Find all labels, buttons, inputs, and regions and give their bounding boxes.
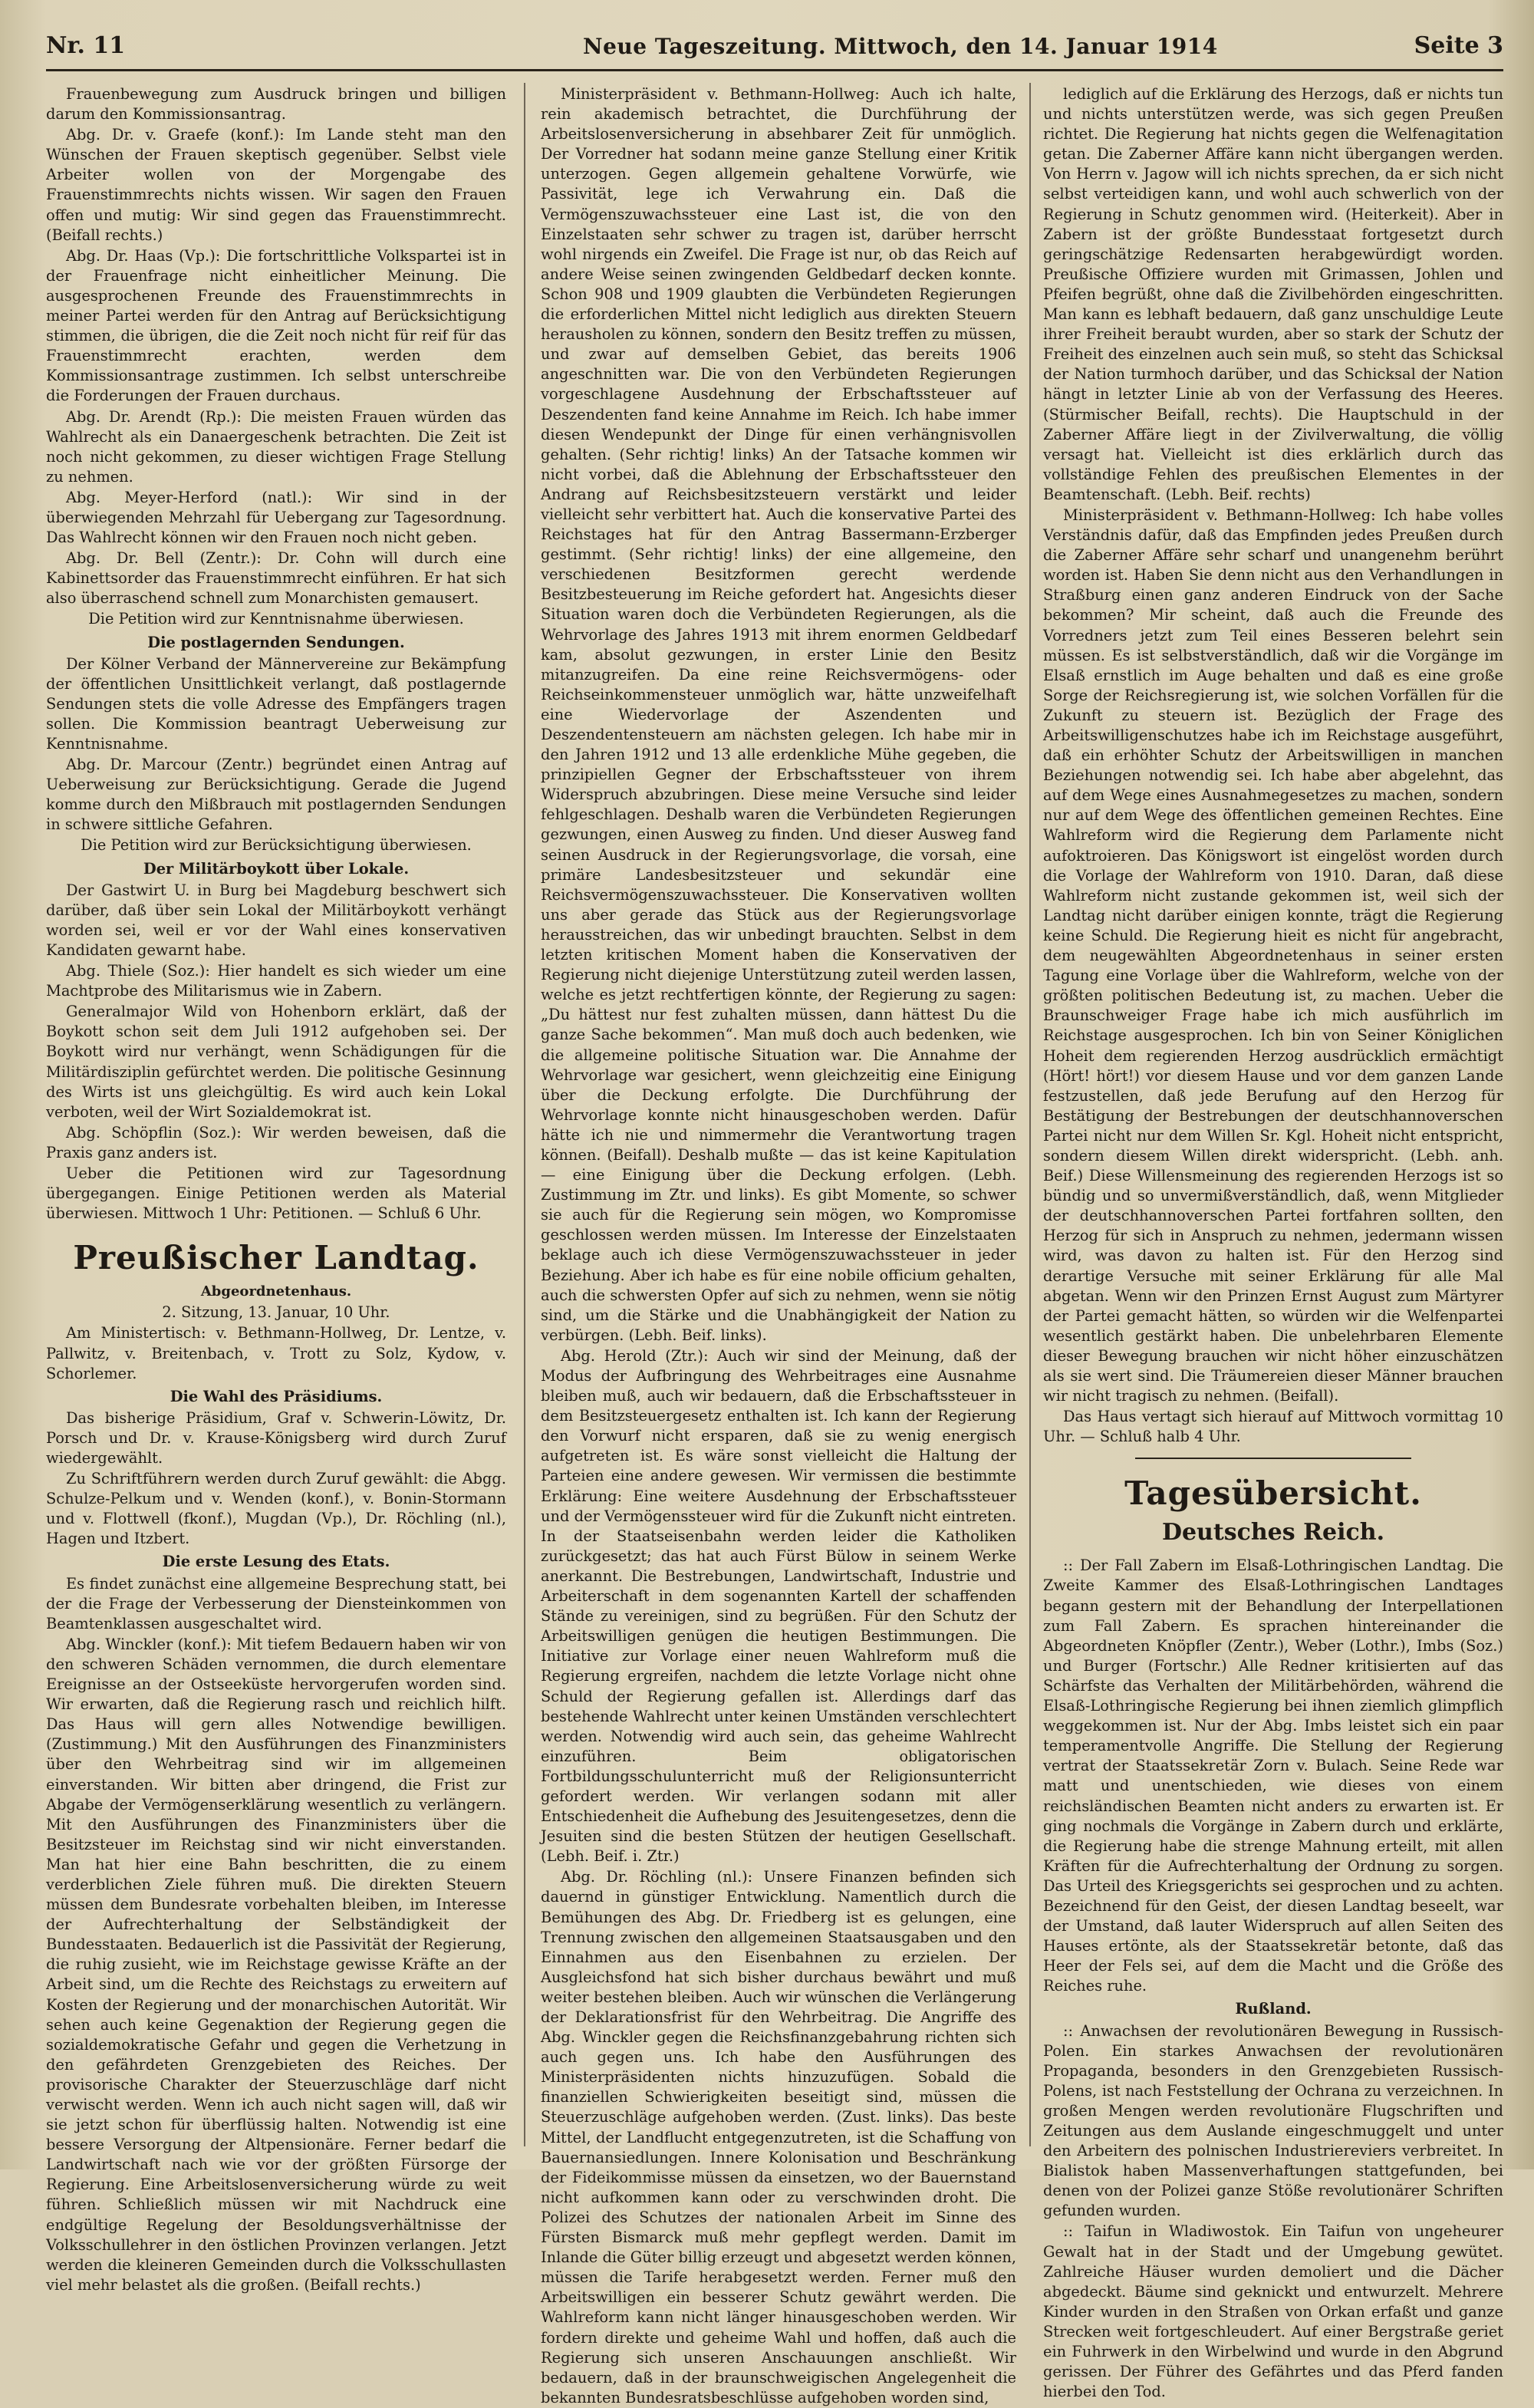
column-rule bbox=[524, 83, 525, 2146]
paragraph: Abg. Herold (Ztr.): Auch wir sind der Meinung, daß der Modus der Aufbringung des Wehrbeitrages eine Ausnahme bleiben muß, auch wir bedauern, daß die Erbschaftssteuer in dem Besitzsteuergesetz enthalten ist. Ich kann der Regierung den Vorwurf nicht ersparen, daß sie zu wenig energisch aufgetreten ist. Es wäre sonst vielleicht die Haltung der Parteien eine andere gewesen. Wir vermissen die bestimmte Erklärung: Eine weitere Ausdehnung der Erbschaftssteuer und der Vermögenssteuer wird für die Zukunft nicht eintreten. In der Staatseisenbahn werden leider die Katholiken zurückgesetzt; das hat auch Fürst Bülow in seinem Werke anerkannt. Die Bestrebungen, Landwirtschaft, Industrie und Arbeiterschaft in dem sogenannten Kartell der schaffenden Stände zu vereinigen, sind zu begrüßen. Für den Schutz der Arbeitswilligen genügen die heutigen Bestimmungen. Die Initiative zur Vorlage einer neuen Wahlreform muß die Regierung ergreifen, nachdem die letzte Vorlage nicht ohne Schuld der Regierung gefallen ist. Allerdings darf das bestehende Wahlrecht unter keinen Umständen verschlechtert werden. Notwendig wird auch sein, das geheime Wahlrecht einzuführen. Beim obligatorischen Fortbildungsschulunterricht muß der Religionsunterricht gefordert werden. Wir verlangen sodann mit aller Entschiedenheit die Aufhebung des Jesuitengesetzes, denn die Jesuiten sind die besten Stützen der heutigen Gesellschaft. (Lebh. Beif. i. Ztr.) bbox=[541, 1346, 1016, 1866]
paragraph: Abg. Dr. Bell (Zentr.): Dr. Cohn will durch eine Kabinettsorder das Frauenstimmrecht einführen. Er hat sich also überraschend schnell zum Monarchisten gemausert. bbox=[46, 549, 506, 608]
section-subheading: Rußland. bbox=[1235, 2000, 1312, 2018]
paragraph: Am Ministertisch: v. Bethmann-Hollweg, Dr. Lentze, v. Pallwitz, v. Breitenbach, v. Trott zu Solz, Kydow, v. Schorlemer. bbox=[46, 1324, 506, 1382]
paragraph: Der Kölner Verband der Männervereine zur Bekämpfung der öffentlichen Unsittlichkeit verlangt, daß postlagernde Sendungen stets die volle Adresse des Empfängers tragen sollen. Die Kommission beantragt Ueberweisung zur Kenntnisnahme. bbox=[46, 654, 506, 753]
paragraph: Ministerpräsident v. Bethmann-Hollweg: Ich habe volles Verständnis dafür, daß das Empfinden jedes Preußen durch die Zaberner Affäre sehr scharf und unangenehm berührt worden ist. Haben Sie denn nicht aus den Verhandlungen in Straßburg einen ganz anderen Eindruck von der Sache bekommen? Mir scheint, daß auch die Freunde des Vorredners jetzt zum Teil eines Besseren belehrt sein müssen. Es ist selbstverständlich, daß wir die Vorgänge im Elsaß ernstlich im Auge behalten und daß es eine große Sorge der Reichsregierung ist, wie solchen Vorfällen für die Zukunft zu steuern ist. Bezüglich der Frage des Arbeitswilligenschutzes habe ich im Reichstage ausgeführt, daß ein erhöhter Schutz der Arbeitswilligen in manchen Beziehungen notwendig sei. Ich habe aber abgelehnt, das auf dem Wege eines Ausnahmegesetzes zu machen, sondern nur auf dem Wege des öffentlichen gemeinen Rechtes. Eine Wahlreform wird die Regierung dem Parlamente nicht aufoktroieren. Das Königswort ist eingelöst worden durch die Vorlage der Wahlreform von 1910. Daran, daß diese Wahlreform nicht zustande gekommen ist, weil sich der Landtag nicht darüber einigen konnte, trägt die Regierung keine Schuld. Die Regierung hieit es nicht für angebracht, dem neugewählten Abgeordnetenhaus in seiner ersten Tagung eine Vorlage über die Wahlreform, welche von der größten politischen Bedeutung ist, zu machen. Ueber die Braunschweiger Frage habe ich mich ausführlich im Reichstage ausgesprochen. Ich bin von Seiner Königlichen Hoheit dem regierenden Herzog ausdrücklich ermächtigt (Hört! hört!) vor diesem Hause und vor dem ganzen Lande festzustellen, daß jede Berufung auf den Herzog für Bestätigung der Bestrebungen der deutschhannoverschen Partei nicht nur dem Willen Sr. Kgl. Hoheit nicht entspricht, sondern diesem Willen direkt widerspricht. (Lebh. anh. Beif.) Diese Willensmeinung des regierenden Herzogs ist so bündig und so unvermißverständlich, daß, wenn Mitglieder der deutschhannoverschen Partei fortfahren sollten, den Herzog für sich in Anspruch zu nehmen, jedermann wissen wird, was davon zu halten ist. Für den Herzog sind derartige Versuche mit seiner Erklärung für alle Mal abgetan. Wenn wir den Prinzen Ernst August zum Märtyrer der Partei gemacht hätten, so würden wir die Welfenpartei wesentlich gestärkt haben. Die unbelehrbaren Elemente dieser Bewegung brauchen wir nicht höher einzuschätzen als sie wert sind. Die Träumereien dieser Männer brauchen wir nicht tragisch zu nehmen. (Beifall). bbox=[1043, 506, 1503, 1405]
paragraph: lediglich auf die Erklärung des Herzogs, daß er nichts tun und nichts unterstützen werde, was sich gegen Preußen richtet. Die Regierung hat nichts gegen die Welfenagitation getan. Die Zaberner Affäre kann nicht übergangen werden. Von Herrn v. Jagow will ich nichts sprechen, da er sich nicht selbst verteidigen kann, und wohl auch schwerlich von der Regierung in Schutz genommen wird. (Heiterkeit). Aber in Zabern ist der größte Bundesstaat fortgesetzt durch geringschätzige Redensarten herabgewürdigt worden. Preußische Offiziere wurden mit Grimassen, Johlen und Pfeifen begrüßt, ohne daß die Zivilbehörden eingeschritten. Man kann es lebhaft bedauern, daß ganz unschuldige Leute ihrer Freiheit beraubt wurden, aber so stark der Schutz der Freiheit des einzelnen auch sein muß, so steht das Schicksal der Nation turmhoch darüber, und das Schicksal der Nation hängt in letzter Linie ab von der Verfassung des Heeres. (Stürmischer Beifall, rechts). Die Hauptschuld in der Zaberner Affäre liegt in der Zivilverwaltung, die völlig versagt hat. Vielleicht ist dies erklärlich durch das vollständige Fehlen des preußischen Elementes in der Beamtenschaft. (Lebh. Beif. rechts) bbox=[1043, 85, 1503, 503]
paragraph: :: Der Fall Zabern im Elsaß-Lothringischen Landtag. Die Zweite Kammer des Elsaß-Lothringischen Landtages begann gestern mit der Behandlung der Interpellationen zum Fall Zabern. Es sprachen hintereinander die Abgeordneten Knöpfler (Zentr.), Weber (Lothr.), Imbs (Soz.) und Burger (Fortschr.) Alle Redner kritisierten auf das Schärfste das Verhalten der Militärbehörden, während die Elsaß-Lothringische Regierung bei ihnen ziemlich glimpflich weggekommen ist. Nur der Abg. Imbs leistet sich ein paar temperamentvolle Angriffe. Die Stellung der Regierung vertrat der Staatssekretär Zorn v. Bulach. Seine Rede war matt und unentschieden, wie dieses von einem reichsländischen Beamten nicht anders zu erwarten ist. Er ging nochmals die Vorgänge in Zabern durch und erklärte, die Regierung habe die strenge Mahnung erteilt, mit allen Kräften für die Aufrechterhaltung der Ordnung zu sorgen. Das Urteil des Kriegsgerichts sei gesprochen und zu achten. Bezeichnend für den Geist, der diesen Landtag beseelt, war der Umstand, daß lauter Widerspruch auf allen Seiten des Hauses ertönte, als der Staatssekretär betonte, daß das Heer der Fels sei, auf dem die Macht und die Größe des Reiches ruhe. bbox=[1043, 1556, 1503, 1995]
paragraph: Abg. Schöpflin (Soz.): Wir werden beweisen, daß die Praxis ganz anders ist. bbox=[46, 1123, 506, 1161]
paragraph: Abg. Dr. Haas (Vp.): Die fortschrittliche Volkspartei ist in der Frauenfrage nicht einheitlicher Meinung. Die ausgesprochenen Freunde des Frauenstimmrechts in meiner Partei werden für den Antrag auf Berücksichtigung stimmen, die übrigen, die die Zeit noch nicht für reif für das Frauenstimmrecht erachten, werden dem Kommissionsantrage zustimmen. Ich selbst unterschreibe die Forderungen der Frauen durchaus. bbox=[46, 246, 506, 405]
paragraph: Ueber die Petitionen wird zur Tagesordnung übergegangen. Einige Petitionen werden als Material überwiesen. Mittwoch 1 Uhr: Petitionen. — Schluß 6 Uhr. bbox=[46, 1164, 506, 1223]
paragraph: :: Anwachsen der revolutionären Bewegung in Russisch-Polen. Ein starkes Anwachsen der revolutionären Propaganda, besonders in den Grenzgebieten Russisch-Polens, ist nach Feststellung der Ochrana zu verzeichnen. In großen Mengen werden revolutionäre Flugschriften und Zeitungen aus dem Auslande eingeschmuggelt und unter den Arbeitern des polnischen Industriereviers verbreitet. In Bialistok haben Massenverhaftungen stattgefunden, bei denen von der Polizei ganze Stöße revolutionärer Schriften gefunden wurden. bbox=[1043, 2021, 1503, 2220]
issue-number: Nr. 11 bbox=[46, 32, 126, 59]
session-line: 2. Sitzung, 13. Januar, 10 Uhr. bbox=[162, 1303, 390, 1322]
column-1 bbox=[46, 84, 506, 2294]
paragraph: Die Petition wird zur Kenntnisnahme überwiesen. bbox=[88, 610, 464, 628]
column-2 bbox=[541, 84, 1016, 2406]
page-header bbox=[46, 31, 1503, 71]
section-subheading: Die erste Lesung des Etats. bbox=[162, 1553, 390, 1571]
paragraph: Das Haus vertagt sich hierauf auf Mittwoch vormittag 10 Uhr. — Schluß halb 4 Uhr. bbox=[1043, 1408, 1503, 1446]
section-subheading: Der Militärboykott über Lokale. bbox=[143, 859, 410, 878]
column-rule bbox=[1029, 83, 1031, 2146]
column-3 bbox=[1043, 84, 1503, 2401]
paragraph: Abg. Meyer-Herford (natl.): Wir sind in der überwiegenden Mehrzahl für Uebergang zur Tagesordnung. Das Wahlrecht können wir den Frauen noch nicht geben. bbox=[46, 488, 506, 547]
paragraph: Es findet zunächst eine allgemeine Besprechung statt, bei der die Frage der Verbesserung der Diensteinkommen von Beamtenklassen ausgeschaltet wird. bbox=[46, 1574, 506, 1632]
paragraph: Abg. Dr. Arendt (Rp.): Die meisten Frauen würden das Wahlrecht als ein Danaergeschenk betrachten. Die Zeit ist noch nicht gekommen, zu dieser wichtigen Frage Stellung zu nehmen. bbox=[46, 407, 506, 486]
section-divider bbox=[1135, 1458, 1411, 1459]
paragraph: Frauenbewegung zum Ausdruck bringen und billigen darum den Kommissionsantrag. bbox=[46, 85, 506, 124]
paragraph: Abg. Thiele (Soz.): Hier handelt es sich wieder um eine Machtprobe des Militarismus wie in Zabern. bbox=[46, 962, 506, 1000]
page-number: Seite 3 bbox=[1414, 32, 1503, 59]
paragraph: Ministerpräsident v. Bethmann-Hollweg: Auch ich halte, rein akademisch betrachtet, die Durchführung der Arbeitslosenversicherung in absehbarer Zeit für unmöglich. Der Vorredner hat sodann meine ganze Stellung einer Kritik unterzogen. Gegen allgemein gehaltene Vorwürfe, wie Passivität, lege ich Verwahrung ein. Daß die Vermögenszuwachssteuer eine Last ist, die von den Einzelstaaten sehr schwer zu tragen ist, darüber herrscht wohl nirgends ein Zweifel. Die Frage ist nur, ob das Reich auf andere Weise seinen zwingenden Geldbedarf decken konnte. Schon 908 und 1909 glaubten die Verbündeten Regierungen die erforderlichen Mittel nicht lediglich aus direkten Steuern herausholen zu können, sondern den Besitz treffen zu müssen, und zwar auf demselben Gebiet, das bereits 1906 angeschnitten war. Die von den Verbündeten Regierungen vorgeschlagene Ausdehnung der Erbschaftssteuer auf Deszendenten fand keine Annahme im Reich. Ich habe immer diesen Wendepunkt der Dinge für einen verhängnisvollen gehalten. (Sehr richtig! links) An der Tatsache kommen wir nicht vorbei, daß die Ablehnung der Erbschaftssteuer den Andrang auf Reichsbesitzsteuern verstärkt und leider vielleicht sehr verbittert hat. Auch die konservative Partei des Reichstages hat für den Antrag Bassermann-Erzberger gestimmt. (Sehr richtig! links) der eine allgemeine, den verschiedenen Besitzformen gerecht werdende Besitzbesteuerung im Reiche gefordert hat. Angesichts dieser Situation waren doch die Verbündeten Regierungen, als die Wehrvorlage des Jahres 1913 mit ihrem enormen Geldbedarf kam, absolut gezwungen, in erster Linie den Besitz mitanzugreifen. Da eine reine Reichsvermögens- oder Reichseinkommensteuer unmöglich war, hätte unzweifelhaft eine Wiedervorlage der Aszendenten und Deszendentensteuern am nächsten gelegen. Ich habe mir in den Jahren 1912 und 13 alle erdenkliche Mühe gegeben, die prinzipiellen Gegner der Erbschaftssteuer von ihrem Widerspruch abzubringen. Diese meine Versuche sind leider fehlgeschlagen. Deshalb waren die Verbündeten Regierungen gezwungen, einen Ausweg zu finden. Und dieser Ausweg fand seinen Ausdruck in der Regierungsvorlage, die vorsah, eine primäre Landesbesitzsteuer und sekundär eine Reichsvermögenszuwachssteuer. Die Konservativen wollten uns aber gerade das Stück aus der Regierungsvorlage herausstreichen, das wir unbedingt brauchten. Selbst in dem letzten kritischen Moment haben die Konservativen der Regierung nicht diejenige Unterstützung zuteil werden lassen, welche es jetzt rechtfertigen könnte, der Regierung zu sagen: „Du hättest nur fest zuhalten müssen, dann hättest Du die ganze Sache bekommen“. Man muß doch auch bedenken, wie die allgemeine politische Situation war. Die Annahme der Wehrvorlage war gesichert, wenn gleichzeitig eine Einigung über die Deckung erfolgte. Die Durchführung der Wehrvorlage konnte nicht hinausgeschoben werden. Dafür hätte ich nie und nimmermehr die Verantwortung tragen können. (Beifall). Deshalb mußte — das ist keine Kapitulation — eine Einigung über die Deckung erfolgen. (Lebh. Zustimmung im Ztr. und links). Es gibt Momente, so schwer sie auch für die Regierung sein mögen, wo Kompromisse geschlossen werden müssen. Im Interesse der Einzelstaaten beklage auch ich diese Vermögenszuwachssteuer in jeder Beziehung. Aber ich habe es für eine nobile officium gehalten, auch die schwersten Opfer auf sich zu nehmen, wenn sie nötig sind, um die Stärke und die Unabhängigkeit der Nation zu verbürgen. (Lebh. Beif. links). bbox=[541, 85, 1016, 1344]
paragraph: Abg. Dr. v. Graefe (konf.): Im Lande steht man den Wünschen der Frauen skeptisch gegenüber. Selbst viele Arbeiter wollen von der Morgengabe des Frauenstimmrechts nichts wissen. Wir sagen den Frauen offen und mutig: Wir sind gegen das Frauenstimmrecht. (Beifall rechts.) bbox=[46, 126, 506, 244]
section-subheading: Die Wahl des Präsidiums. bbox=[170, 1387, 383, 1405]
section-subheading: Abgeordnetenhaus. bbox=[200, 1283, 352, 1300]
masthead-line: Neue Tageszeitung. Mittwoch, den 14. Januar 1914 bbox=[583, 34, 1218, 59]
paragraph: Zu Schriftführern werden durch Zuruf gewählt: die Abgg. Schulze-Pelkum und v. Wenden (konf.), v. Bonin-Stormann und v. Flottwell (fkonf.), Mugdan (Vp.), Dr. Röchling (nl.), Hagen und Itzbert. bbox=[46, 1470, 506, 1548]
paragraph: Abg. Winckler (konf.): Mit tiefem Bedauern haben wir von den schweren Schäden vernommen, die durch elementare Ereignisse an der Ostseeküste hervorgerufen worden sind. Wir erwarten, daß die Regierung rasch und reichlich hilft. Das Haus will gern alles Notwendige bewilligen. (Zustimmung.) Mit den Ausführungen des Finanzministers über den Wehrbeitrag sind wir im allgemeinen einverstanden. Wir bitten aber dringend, die Frist zur Abgabe der Vermögenserklärung wesentlich zu verlängern. Mit den Ausführungen des Finanzministers über die Besitzsteuer im Reichstag sind wir nicht einverstanden. Man hat hier eine Bahn beschritten, die zu einem verderblichen Ziele führen muß. Die direkten Steuern müssen dem Bundesrate vorbehalten bleiben, im Interesse der Aufrechterhaltung der Selbständigkeit der Bundesstaaten. Bedauerlich ist die Passivität der Regierung, die ruhig zusieht, wie im Reichstage gewisse Kräfte an der Arbeit sind, um die Rechte des Reichstags zu erweitern auf Kosten der Regierung und der monarchischen Autorität. Wir sehen auch keine Gegenaktion der Regierung gegen die sozialdemokratische Gefahr und gegen die Verhetzung in den gefährdeten Grenzgebieten des Reiches. Der provisorische Charakter der Steuerzuschläge darf nicht verwischt werden. Wenn ich auch nicht sagen will, daß wir sie jetzt schon für überflüssig halten. Notwendig ist eine bessere Versorgung der Altpensionäre. Ferner bedarf die Landwirtschaft nach wie vor der größten Fürsorge der Regierung. Eine Arbeitslosenversicherung würde zu weit führen. Schließlich müssen wir mit Nachdruck eine endgültige Regelung der Besoldungsverhältnisse der Volksschullehrer in den östlichen Provinzen verlangen. Jetzt werden die kleineren Gemeinden durch die Volksschullasten viel mehr belastet als die großen. (Beifall rechts.) bbox=[46, 1635, 506, 2294]
paragraph: Abg. Dr. Röchling (nl.): Unsere Finanzen befinden sich dauernd in günstiger Entwicklung. Namentlich durch die Bemühungen des Abg. Dr. Friedberg ist es gelungen, eine Trennung zwischen den allgemeinen Staatsausgaben und den Einnahmen aus den Eisenbahnen zu erzielen. Der Ausgleichsfond hat sich bisher durchaus bewährt und muß weiter bestehen bleiben. Auch wir wünschen die Verlängerung der Deklarationsfrist für den Wehrbeitrag. Die Angriffe des Abg. Winckler gegen die Reichsfinanzgebahrung richten sich auch gegen uns. Ich habe den Ausführungen des Ministerpräsidenten nichts hinzuzufügen. Sobald die finanziellen Schwierigkeiten beseitigt sind, müssen die Steuerzuschläge aufgehoben werden. (Zust. links). Das beste Mittel, der Landflucht entgegenzutreten, ist die Schaffung von Bauernansiedlungen. Innere Kolonisation und Beschränkung der Fideikommisse müssen da einsetzen, wo der Bauernstand nicht aufkommen kann oder zu verschwinden droht. Die Polizei des Schutzes der nationalen Arbeit im Sinne des Fürsten Bismarck muß mehr gepflegt werden. Damit im Inlande die Güter billig erzeugt und abgesetzt werden können, müssen die Tarife herabgesetzt werden. Ferner muß den Arbeitswilligen ein besserer Schutz gewährt werden. Die Wahlreform kann nicht länger hinausgeschoben werden. Wir fordern direkte und geheime Wahl und hoffen, daß auch die Regierung sich unseren Anschauungen anschließt. Wir bedauern, daß in der braunschweigischen Angelegenheit die bekannten Bundesratsbeschlüsse aufgehoben worden sind, bbox=[541, 1868, 1016, 2406]
paragraph: Generalmajor Wild von Hohenborn erklärt, daß der Boykott schon seit dem Juli 1912 aufgehoben sei. Der Boykott wird nur verhängt, wenn Schädigungen für die Militärdisziplin gefürchtet werden. Die politische Gesinnung des Wirts ist uns gleichgültig. Es wird auch kein Lokal verboten, weil der Wirt Sozialdemokrat ist. bbox=[46, 1003, 506, 1121]
paragraph: Abg. Dr. Marcour (Zentr.) begründet einen Antrag auf Ueberweisung zur Berücksichtigung. Gerade die Jugend komme durch den Mißbrauch mit postlagernden Sendungen in schwere sittliche Gefahren. bbox=[46, 756, 506, 834]
paragraph: Der Gastwirt U. in Burg bei Magdeburg beschwert sich darüber, daß über sein Lokal der Militärboykott verhängt worden sei, weil er vor der Wahl eines konservativen Kandidaten gewarnt habe. bbox=[46, 881, 506, 959]
paragraph: Das bisherige Präsidium, Graf v. Schwerin-Löwitz, Dr. Porsch und Dr. v. Krause-Königsberg wird durch Zuruf wiedergewählt. bbox=[46, 1408, 506, 1467]
paragraph: Die Petition wird zur Berücksichtigung überwiesen. bbox=[81, 836, 472, 855]
section-subheading: Die postlagernden Sendungen. bbox=[147, 633, 405, 651]
section-subheading: Deutsches Reich. bbox=[1161, 1519, 1385, 1547]
section-heading: Tagesübersicht. bbox=[1124, 1474, 1422, 1513]
section-heading: Preußischer Landtag. bbox=[73, 1239, 479, 1277]
paragraph: :: Taifun in Wladiwostok. Ein Taifun von ungeheurer Gewalt hat in der Stadt und der Umgebung gewütet. Zahlreiche Häuser wurden demoliert und die Dächer abgedeckt. Bäume sind geknickt und entwurzelt. Mehrere Kinder wurden in den Straßen von Orkan erfaßt und ganze Strecken weit fortgeschleudert. Auf einer Bergstraße geriet ein Fuhrwerk in den Wirbelwind und wurde in den Abgrund gerissen. Der Führer des Gefährtes und das Pferd fanden hierbei den Tod. bbox=[1043, 2222, 1503, 2401]
